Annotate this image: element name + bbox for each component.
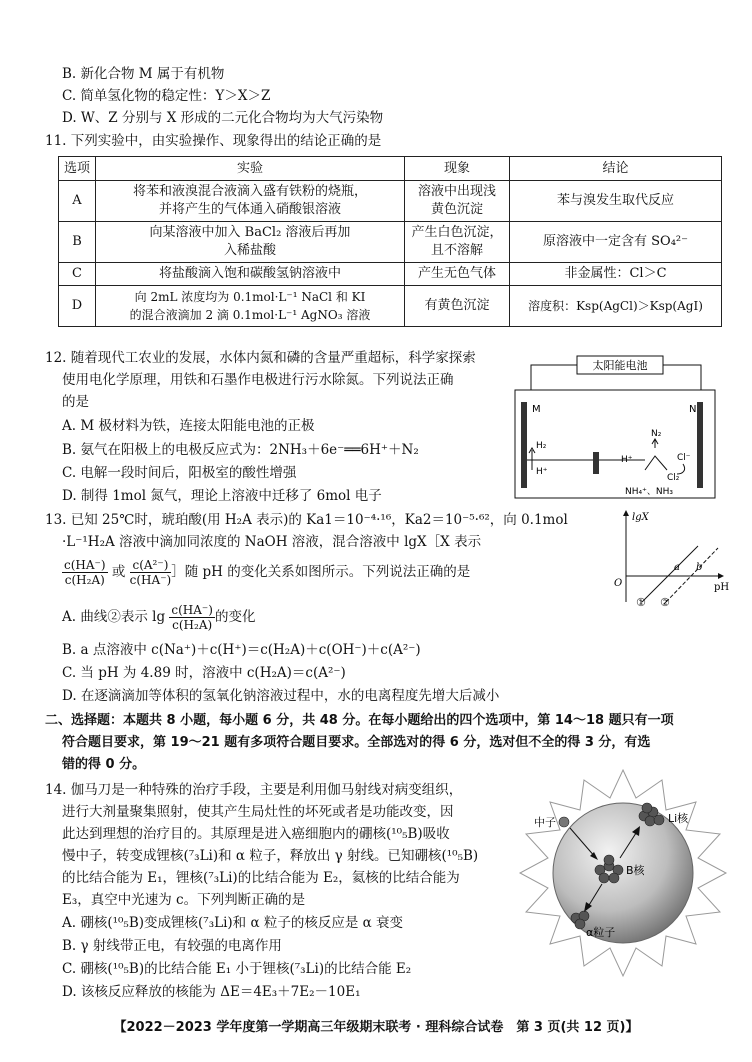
table-row bbox=[59, 222, 722, 263]
q14-stem: 此达到理想的治疗目的。其原理是进入癌细胞内的硼核(¹⁰₅B)吸收 bbox=[62, 826, 450, 842]
fraction: $\frac{c(HA^-)}{\text{c(H₂A)}}$ bbox=[64, 558, 106, 587]
q14-option-b: B. γ 射线带正电，有较强的电离作用 bbox=[62, 938, 282, 954]
svg-text:H₂: H₂ bbox=[536, 441, 547, 451]
experiment-text: 的混合液滴加 2 滴 0.1mol·L⁻¹ AgNO₃ 溶液 bbox=[129, 308, 371, 322]
svg-text:pH: pH bbox=[714, 582, 730, 593]
svg-text:b: b bbox=[696, 562, 703, 573]
table-header: 现象 bbox=[405, 157, 510, 181]
svg-text:②: ② bbox=[660, 596, 670, 609]
phenomenon-text: 有黄色沉淀 bbox=[405, 286, 510, 327]
q14-stem: E₃，真空中光速为 c。下列判断正确的是 bbox=[62, 892, 306, 908]
fraction: $\frac{\text{c(A²⁻)}}{c(HA^-)}$ bbox=[129, 558, 172, 587]
curve-1 bbox=[642, 546, 698, 602]
svg-text:H⁺: H⁺ bbox=[536, 467, 548, 477]
row-option: A bbox=[59, 181, 96, 222]
svg-text:Cl₂: Cl₂ bbox=[667, 473, 680, 483]
q14-stem: 慢中子，转变成锂核(⁷₃Li)和 α 粒子，释放出 γ 射线。已知硼核(¹⁰₅B) bbox=[62, 848, 479, 864]
neutron bbox=[559, 817, 569, 827]
section-heading: 符合题目要求，第 19～21 题有多项符合题目要求。全部选对的得 6 分，选对但不全的得 3 分，有选 bbox=[62, 735, 651, 750]
q11-table bbox=[58, 156, 722, 327]
svg-text:①: ① bbox=[636, 596, 646, 609]
svg-text:M: M bbox=[532, 404, 541, 415]
q12-option-b: B. 氨气在阳极上的电极反应式为：2NH₃＋6e⁻══6H⁺＋N₂ bbox=[62, 442, 419, 458]
svg-text:NH₄⁺、NH₃: NH₄⁺、NH₃ bbox=[625, 487, 673, 497]
cancer-cell-diagram bbox=[520, 770, 726, 976]
svg-text:B核: B核 bbox=[626, 864, 645, 877]
fraction: $\frac{c(HA^-)}{\text{c(H₂A)}}$ bbox=[171, 603, 213, 632]
q14-option-d: D. 该核反应释放的核能为 ΔE＝4E₃＋7E₂－10E₁ bbox=[62, 984, 361, 1000]
q13-option-c: C. 当 pH 为 4.89 时，溶液中 c(H₂A)＝c(A²⁻) bbox=[62, 665, 346, 681]
page-footer: 【2022－2023 学年度第一学期高三年级期末联考 · 理科综合试卷 第 3 页(共 12 页)】 bbox=[113, 1020, 639, 1035]
svg-text:α粒子: α粒子 bbox=[586, 926, 616, 939]
q13-stem: ·L⁻¹H₂A 溶液中滴加同浓度的 NaOH 溶液，混合溶液中 lgX［X 表示 bbox=[62, 534, 482, 550]
q10-option-b: B. 新化合物 M 属于有机物 bbox=[62, 66, 225, 82]
experiment-text: 入稀盐酸 bbox=[223, 243, 276, 258]
svg-text:N: N bbox=[689, 404, 697, 415]
electrolysis-diagram bbox=[505, 352, 730, 502]
q13-stem: ］随 pH 的变化关系如图所示。下列说法正确的是 bbox=[171, 564, 471, 580]
phenomenon-text: 溶液中出现浅 bbox=[417, 184, 496, 199]
q13-option-b: B. a 点溶液中 c(Na⁺)＋c(H⁺)＝c(H₂A)＋c(OH⁻)＋c(A²⁻) bbox=[62, 642, 421, 658]
q12-option-a: A. M 极材料为铁，连接太阳能电池的正极 bbox=[62, 418, 315, 434]
section-heading: 二、选择题：本题共 8 小题，每小题 6 分，共 48 分。在每小题给出的四个选项中，第 14～18 题只有一项 bbox=[45, 713, 674, 728]
q13-option-a: A. 曲线②表示 lg bbox=[62, 609, 166, 625]
conclusion-text: 溶度积：Ksp(AgCl)＞Ksp(AgI) bbox=[510, 286, 722, 327]
q12-option-c: C. 电解一段时间后，阳极室的酸性增强 bbox=[62, 465, 297, 481]
table-row bbox=[59, 181, 722, 222]
row-option: B bbox=[59, 222, 96, 263]
svg-text:H⁺: H⁺ bbox=[621, 455, 633, 465]
q10-option-c: C. 简单氢化物的稳定性：Y＞X＞Z bbox=[62, 88, 271, 104]
q12-option-d: D. 制得 1mol 氮气，理论上溶液中迁移了 6mol 电子 bbox=[62, 488, 382, 504]
electrode-n bbox=[697, 402, 703, 488]
lgx-ph-graph bbox=[606, 508, 730, 608]
table-row bbox=[59, 263, 722, 286]
table-row bbox=[59, 286, 722, 327]
phenomenon-text: 产生无色气体 bbox=[405, 263, 510, 286]
curve-2 bbox=[666, 548, 718, 602]
phenomenon-text: 且不溶解 bbox=[430, 243, 483, 258]
experiment-text: 将苯和液溴混合液滴入盛有铁粉的烧瓶， bbox=[132, 184, 367, 199]
conclusion-text: 非金属性：Cl＞C bbox=[510, 263, 722, 286]
table-header: 选项 bbox=[59, 157, 96, 181]
q11-stem: 11. 下列实验中，由实验操作、现象得出的结论正确的是 bbox=[45, 133, 382, 149]
svg-text:N₂: N₂ bbox=[651, 429, 662, 439]
q13-stem: 13. 已知 25℃时，琥珀酸(用 H₂A 表示)的 Ka1＝10⁻⁴·¹⁶，Ka2＝10⁻⁵·⁶²，向 0.1mol bbox=[45, 512, 568, 528]
table-header: 实验 bbox=[96, 157, 405, 181]
q12-stem: 使用电化学原理，用铁和石墨作电极进行污水除氮。下列说法正确 bbox=[62, 372, 454, 388]
row-option: C bbox=[59, 263, 96, 286]
q12-stem: 的是 bbox=[62, 394, 89, 410]
q14-stem: 进行大剂量聚集照射，使其产生局灶性的坏死或者是功能改变，因 bbox=[62, 804, 454, 820]
experiment-text: 向某溶液中加入 BaCl₂ 溶液后再加 bbox=[149, 225, 351, 240]
svg-text:Li核: Li核 bbox=[668, 812, 689, 825]
experiment-text: 将盐酸滴入饱和碳酸氢钠溶液中 bbox=[96, 263, 405, 286]
q10-option-d: D. W、Z 分别与 X 形成的二元化合物均为大气污染物 bbox=[62, 110, 384, 126]
q12-stem: 12. 随着现代工农业的发展，水体内氮和磷的含量严重超标，科学家探索 bbox=[45, 350, 476, 366]
svg-text:O: O bbox=[614, 578, 623, 589]
q13-option-d: D. 在逐滴滴加等体积的氢氧化钠溶液过程中，水的电离程度先增大后减小 bbox=[62, 688, 500, 704]
conclusion-text: 苯与溴发生取代反应 bbox=[510, 181, 722, 222]
conclusion-text: 原溶液中一定含有 SO₄²⁻ bbox=[510, 222, 722, 263]
table-header: 结论 bbox=[510, 157, 722, 181]
q14-option-c: C. 硼核(¹⁰₅B)的比结合能 E₁ 小于锂核(⁷₃Li)的比结合能 E₂ bbox=[62, 961, 412, 977]
electrode-m bbox=[521, 402, 527, 488]
phenomenon-text: 产生白色沉淀， bbox=[411, 225, 503, 240]
phenomenon-text: 黄色沉淀 bbox=[430, 202, 483, 217]
svg-text:Cl⁻: Cl⁻ bbox=[677, 453, 691, 463]
experiment-text: 并将产生的气体通入硝酸银溶液 bbox=[158, 202, 341, 217]
row-option: D bbox=[59, 286, 96, 327]
solar-battery-label: 太阳能电池 bbox=[592, 359, 648, 372]
experiment-text: 向 2mL 浓度均为 0.1mol·L⁻¹ NaCl 和 KI bbox=[134, 290, 366, 304]
svg-text:lgX: lgX bbox=[632, 512, 649, 523]
section-heading: 错的得 0 分。 bbox=[62, 757, 146, 772]
svg-text:中子: 中子 bbox=[534, 816, 556, 829]
q14-stem: 14. 伽马刀是一种特殊的治疗手段，主要是利用伽马射线对病变组织， bbox=[45, 782, 463, 798]
q14-option-a: A. 硼核(¹⁰₅B)变成锂核(⁷₃Li)和 α 粒子的核反应是 α 衰变 bbox=[62, 915, 404, 931]
svg-text:a: a bbox=[674, 562, 680, 573]
q14-stem: 的比结合能为 E₁，锂核(⁷₃Li)的比结合能为 E₂，氦核的比结合能为 bbox=[62, 870, 460, 886]
